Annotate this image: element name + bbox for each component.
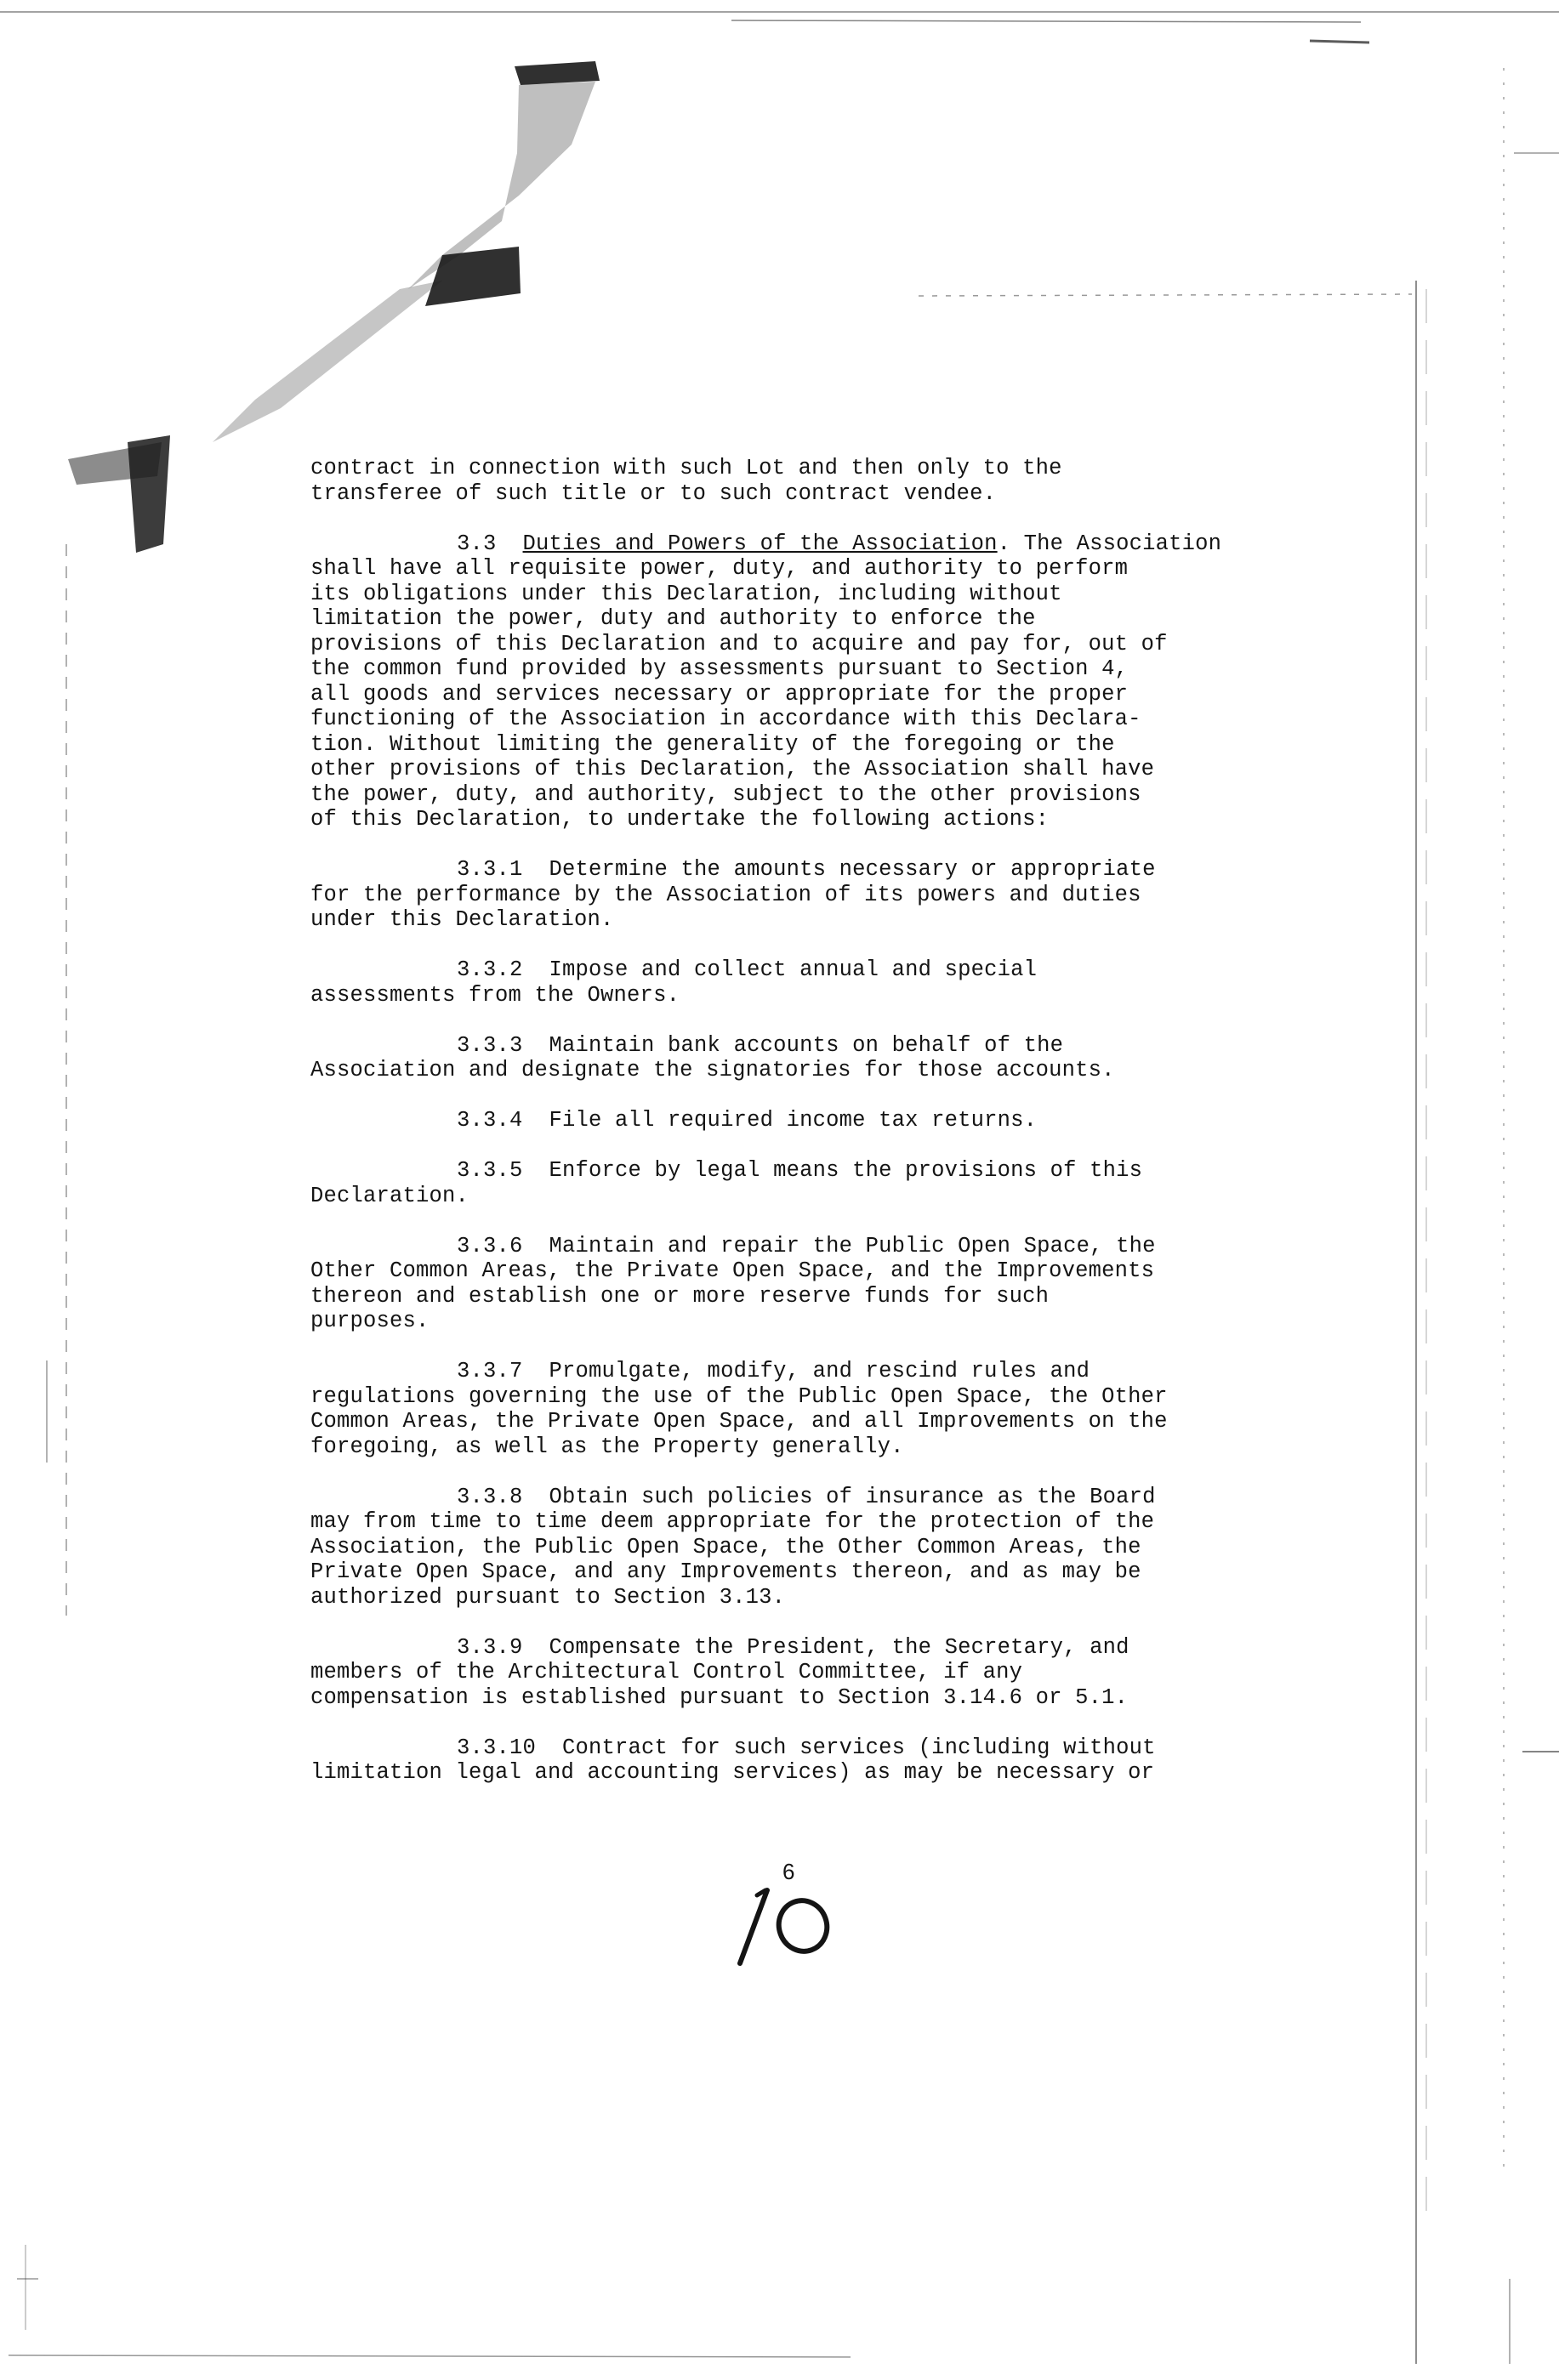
text-line: the power, duty, and authority, subject to the other provisions [310,781,1141,807]
subsection-number: 3.3.5 [457,1158,523,1183]
section-title: Duties and Powers of the Association [522,531,998,556]
text-line: thereon and establish one or more reserve funds for such [310,1283,1050,1309]
subsection-3-3-1 [310,857,1289,933]
subsection-text: Contract for such services (including without [562,1735,1156,1760]
text-line: limitation legal and accounting services) as may be necessary or [310,1760,1155,1785]
text-line: Common Areas, the Private Open Space, and all Improvements on the [310,1409,1168,1434]
subsection-text: Enforce by legal means the provisions of this [549,1158,1143,1183]
text-line: provisions of this Declaration and to acquire and pay for, out of [310,631,1168,656]
handwritten-page-number [733,1875,844,1968]
text-line: Association and designate the signatories for those accounts. [310,1058,1115,1082]
subsection-3-3-2 [310,957,1289,1008]
subsection-number: 3.3.4 [457,1108,523,1133]
section-number: 3.3 [457,531,497,556]
subsection-3-3-10 [310,1735,1289,1786]
text-line: authorized pursuant to Section 3.13. [310,1584,786,1610]
subsection-text: Determine the amounts necessary or appropriate [549,857,1156,882]
subsection-first-line [310,1635,1289,1661]
subsection-text: Maintain and repair the Public Open Space, the [549,1233,1156,1258]
text-line: of this Declaration, to undertake the following actions: [310,807,1050,832]
subsection-3-3-9 [310,1635,1289,1711]
subsection-3-3-6 [310,1234,1289,1334]
subsection-first-line [310,857,1289,883]
subsection-first-line [310,1158,1289,1184]
opening-paragraph [310,456,1289,506]
subsection-text: Maintain bank accounts on behalf of the [549,1032,1064,1058]
subsection-text: Compensate the President, the Secretary, and [549,1634,1129,1660]
text-line: Association, the Public Open Space, the Other Common Areas, the [310,1534,1141,1559]
subsection-first-line [310,1735,1289,1761]
text-line: tion. Without limiting the generality of the foregoing or the [310,731,1115,757]
subsection-number: 3.3.6 [457,1233,523,1258]
text-line: the common fund provided by assessments pursuant to Section 4, [310,656,1129,681]
text-line: for the performance by the Association of its powers and duties [310,882,1141,907]
text-line: under this Declaration. [310,907,614,932]
section-title-suffix: . The Association [997,531,1222,556]
subsection-3-3-7 [310,1359,1289,1459]
text-line: functioning of the Association in accordance with this Declara- [310,707,1141,731]
text-line: Other Common Areas, the Private Open Space, and the Improvements [310,1258,1155,1283]
document-body [310,456,1289,1810]
text-line: may from time to time deem appropriate for the protection of the [310,1509,1155,1534]
text-line: contract in connection with such Lot and then only to the [310,456,1062,480]
text-line: compensation is established pursuant to Section 3.14.6 or 5.1. [310,1684,1129,1710]
subsection-text: Promulgate, modify, and rescind rules and [549,1359,1090,1383]
text-line: Private Open Space, and any Improvements thereon, and as may be [310,1559,1141,1584]
subsection-first-line [310,1359,1289,1384]
subsection-first-line [310,1485,1289,1510]
text-line: its obligations under this Declaration, including without [310,581,1062,606]
text-line: assessments from the Owners. [310,982,680,1008]
subsection-first-line [310,957,1289,983]
subsection-first-line [310,1108,1289,1133]
subsection-number: 3.3.1 [457,857,523,882]
text-line: other provisions of this Declaration, the Association shall have [310,757,1155,781]
text-line: foregoing, as well as the Property generally. [310,1434,904,1459]
subsection-first-line [310,1033,1289,1059]
subsection-number: 3.3.9 [457,1634,523,1660]
text-line: transferee of such title or to such contract vendee. [310,480,997,506]
subsection-3-3-5 [310,1158,1289,1208]
section-heading-line [310,531,1289,557]
subsection-text: Obtain such policies of insurance as the Board [549,1484,1156,1509]
subsection-number: 3.3.7 [457,1359,523,1383]
subsection-number: 3.3.3 [457,1032,523,1058]
text-line: Declaration. [310,1183,469,1208]
subsection-3-3-3 [310,1033,1289,1083]
text-line: all goods and services necessary or appropriate for the proper [310,681,1129,707]
subsection-number: 3.3.10 [457,1735,537,1760]
subsection-text: File all required income tax returns. [549,1108,1038,1133]
subsection-first-line [310,1234,1289,1259]
text-line: purposes. [310,1309,430,1333]
subsection-3-3-8 [310,1485,1289,1610]
text-line: regulations governing the use of the Public Open Space, the Other [310,1383,1168,1409]
subsection-text: Impose and collect annual and special [549,957,1038,982]
text-line: shall have all requisite power, duty, and authority to perform [310,556,1129,581]
text-line: limitation the power, duty and authority to enforce the [310,606,1036,631]
section-3-3 [310,531,1289,832]
page-number: 6 [782,1859,795,1884]
text-line: members of the Architectural Control Committee, if any [310,1660,1023,1684]
subsection-number: 3.3.2 [457,957,523,982]
subsection-number: 3.3.8 [457,1484,523,1509]
subsection-3-3-4 [310,1108,1289,1133]
